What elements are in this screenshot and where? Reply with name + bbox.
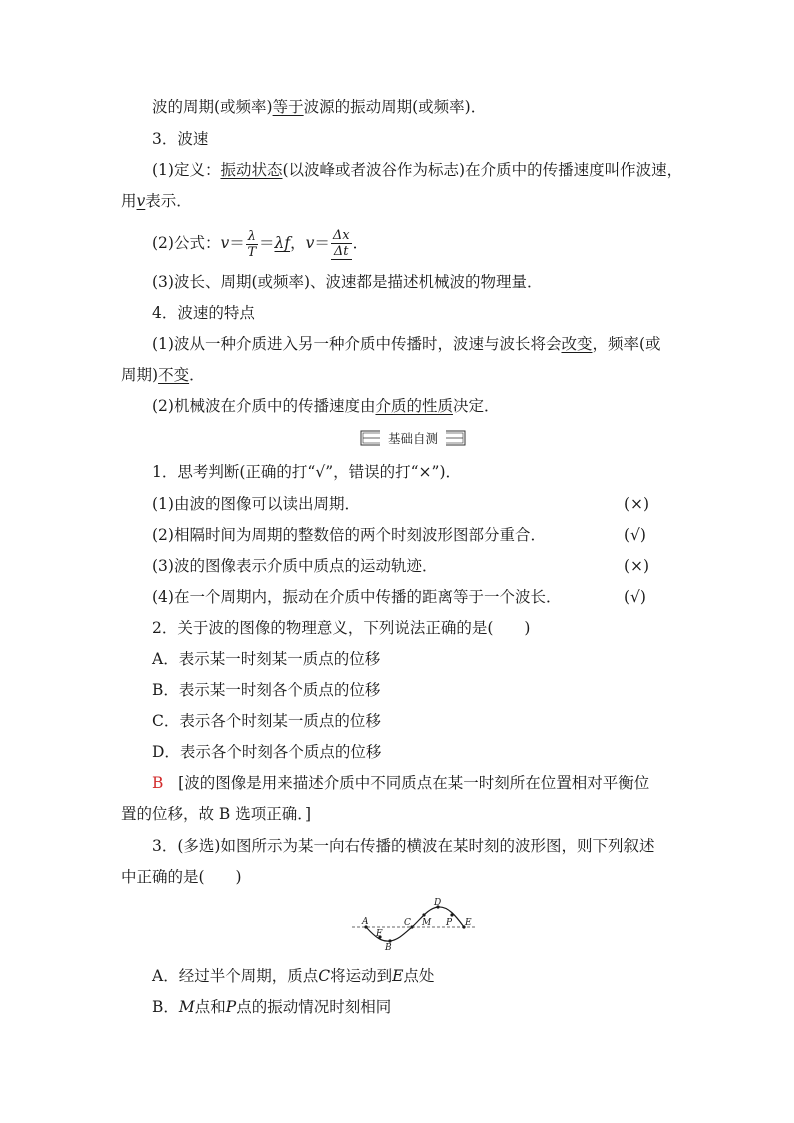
period: ． [352, 234, 369, 252]
q2-answer-line [152, 772, 649, 794]
var-c: C [318, 967, 331, 985]
label-d: D [434, 898, 442, 908]
equals: ＝ [229, 234, 245, 252]
text: ． [189, 366, 205, 384]
sec3-heading: 3．波速 [152, 130, 209, 148]
var-p: P [225, 998, 237, 1016]
sec3-item3: (3)波长、周期(或频率)、波速都是描述机械波的物理量． [152, 273, 543, 291]
sec2-tail-line [152, 96, 486, 118]
q3-option-a: A．经过半个周期，质点C将运动到E点处 [152, 967, 435, 985]
equals: ＝ [259, 234, 275, 252]
underlined-term: 介质的性质 [375, 397, 453, 415]
banner-label: 基础自测 [387, 431, 439, 446]
q3-stem: 3．(多选)如图所示为某一向右传播的横波在某时刻的波形图，则下列叙述 [152, 837, 655, 855]
q2-option: D．表示各个时刻各个质点的位移 [152, 743, 382, 761]
text: 波的周期(或频率) [152, 98, 273, 116]
underlined-term: 不变 [158, 366, 190, 384]
fraction-dx-over-dt: $\frac{\Delta x}{\Delta t}$ [332, 228, 350, 259]
underlined-term: 等于 [272, 98, 304, 116]
label-p: P [446, 918, 453, 928]
sec3-def-line2 [121, 190, 192, 212]
sec4-item1-line2 [121, 364, 205, 386]
point-p [450, 913, 453, 916]
sec4-item1-line [152, 333, 661, 355]
label-f: F [376, 929, 383, 939]
section-banner [360, 428, 466, 448]
text: 决定． [452, 397, 500, 415]
text: 表示． [145, 192, 192, 210]
label-c: C [404, 918, 411, 928]
sec3-def-line [152, 159, 682, 181]
variable-v: v [136, 192, 146, 210]
text: 波源的振动周期(或频率)． [303, 98, 487, 116]
q2-explanation: [波的图像是用来描述介质中不同质点在某一时刻所在位置相对平衡位 [178, 774, 650, 792]
text: (以波峰或者波谷作为标志)在介质中的传播速度叫作波速， [282, 161, 683, 179]
sec4-heading: 4．波速的特点 [152, 304, 255, 322]
q1-item: (4)在一个周期内，振动在介质中传播的距离等于一个波长． [152, 588, 562, 606]
label-a: A [362, 917, 369, 927]
q2-option: B．表示某一时刻各个质点的位移 [152, 681, 381, 699]
q3-stem-line2: 中正确的是( ) [121, 868, 242, 886]
q1-item: (3)波的图像表示介质中质点的运动轨迹． [152, 557, 438, 575]
underlined-term: 改变 [561, 335, 593, 353]
equals: ＝ [314, 234, 330, 252]
q2-stem: 2．关于波的图像的物理意义，下列说法正确的是( ) [152, 619, 531, 637]
var-m: M [178, 998, 195, 1016]
q2-option: A．表示某一时刻某一质点的位移 [152, 650, 381, 668]
q1-answer: (√) [624, 526, 646, 544]
label-b: B [385, 943, 392, 950]
text: (2)机械波在介质中的传播速度由 [152, 397, 376, 415]
wave-figure [350, 894, 480, 950]
separator: ， [290, 234, 306, 252]
lambda-f: λf [274, 234, 291, 252]
q1-item: (1)由波的图像可以读出周期． [152, 495, 360, 513]
q2-option: C．表示各个时刻某一质点的位移 [152, 712, 381, 730]
text: (1)波从一种介质进入另一种介质中传播时，波速与波长将会 [152, 335, 562, 353]
variable-v: v [305, 234, 315, 252]
text: 用 [121, 192, 137, 210]
q2-explanation-line2: 置的位移，故 B 选项正确．] [121, 805, 312, 823]
label-e: E [465, 918, 472, 928]
underlined-term: 振动状态 [220, 161, 283, 179]
text: 周期) [121, 366, 159, 384]
text: (1)定义： [152, 161, 221, 179]
var-e: E [392, 967, 404, 985]
q1-stem: 1．思考判断(正确的打“√”，错误的打“×”)． [152, 463, 462, 481]
q1-answer: (×) [624, 495, 650, 513]
sec4-item2-line [152, 395, 500, 417]
q1-answer: (×) [624, 557, 650, 575]
point-m [422, 913, 425, 916]
q1-answer: (√) [624, 588, 646, 606]
q3-option-b: B．M点和P点的振动情况时刻相同 [152, 998, 392, 1016]
text: ，频率(或 [592, 335, 661, 353]
label-m: M [422, 918, 432, 928]
sec3-formula-line [152, 228, 368, 260]
text: (2)公式： [152, 234, 221, 252]
variable-v: v [220, 234, 230, 252]
q1-item: (2)相隔时间为周期的整数倍的两个时刻波形图部分重合． [152, 526, 546, 544]
q2-answer-letter: B [152, 774, 164, 792]
fraction-lambda-over-T: $\frac{\lambda}{T}$ [247, 228, 257, 260]
